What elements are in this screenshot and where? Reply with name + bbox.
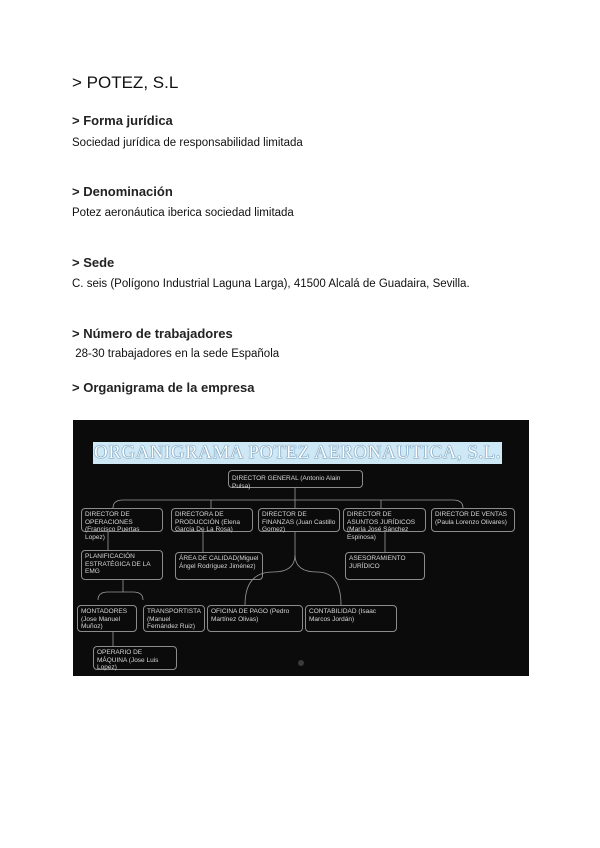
- node-director-operaciones: DIRECTOR DE OPERACIONES (Francisco Puertas Lopez): [81, 508, 163, 532]
- node-director-ventas: DIRECTOR DE VENTAS (Paula Lorenzo Olivares): [431, 508, 515, 532]
- section-heading-sede: > Sede: [72, 255, 115, 270]
- node-directora-produccion: DIRECTORA DE PRODUCCIÓN (Elena García De La Rosa): [171, 508, 253, 532]
- document-title: > POTEZ, S.L: [72, 73, 179, 92]
- node-oficina-pago: OFICINA DE PAGO (Pedro Martínez Olivas): [207, 605, 303, 632]
- section-heading-trabajadores: > Número de trabajadores: [72, 326, 233, 341]
- org-chart-title: ORGANIGRAMA POTEZ AERONAUTICA, S.L.: [93, 442, 501, 463]
- node-operario-maquina: OPERARIO DE MÁQUINA (Jose Luis Lopez): [93, 646, 177, 670]
- section-text-trabajadores: 28-30 trabajadores en la sede Española: [72, 348, 280, 360]
- node-planificacion: PLANIFICACIÓN ESTRATÉGICA DE LA EMG: [81, 550, 163, 580]
- section-heading-forma-juridica: > Forma jurídica: [72, 113, 173, 128]
- org-chart: [73, 420, 529, 676]
- section-text-denominacion: Potez aeronáutica iberica sociedad limitada: [72, 207, 294, 219]
- node-contabilidad: CONTABILIDAD (Isaac Marcos Jordán): [305, 605, 397, 632]
- node-asesoramiento: ASESORAMIENTO JURÍDICO: [345, 552, 425, 580]
- node-director-finanzas: DIRECTOR DE FINANZAS (Juan Castillo Gomez): [258, 508, 340, 532]
- node-director-general: DIRECTOR GENERAL (Antonio Alain Pulsa): [228, 470, 363, 488]
- node-director-juridicos: DIRECTOR DE ASUNTOS JURÍDICOS (María José Sánchez Espinosa): [343, 508, 426, 532]
- section-heading-organigrama: > Organigrama de la empresa: [72, 380, 255, 395]
- node-calidad: ÁREA DE CALIDAD(Miguel Ángel Rodríguez Jiménez): [175, 552, 263, 580]
- node-transportista: TRANSPORTISTA (Manuel Fernández Ruiz): [143, 605, 205, 632]
- section-text-sede: C. seis (Polígono Industrial Laguna Larga), 41500 Alcalá de Guadaira, Sevilla.: [72, 278, 470, 290]
- section-heading-denominacion: > Denominación: [72, 184, 173, 199]
- section-text-forma-juridica: Sociedad jurídica de responsabilidad limitada: [72, 137, 303, 149]
- node-montadores: MONTADORES (Jose Manuel Muñoz): [77, 605, 137, 632]
